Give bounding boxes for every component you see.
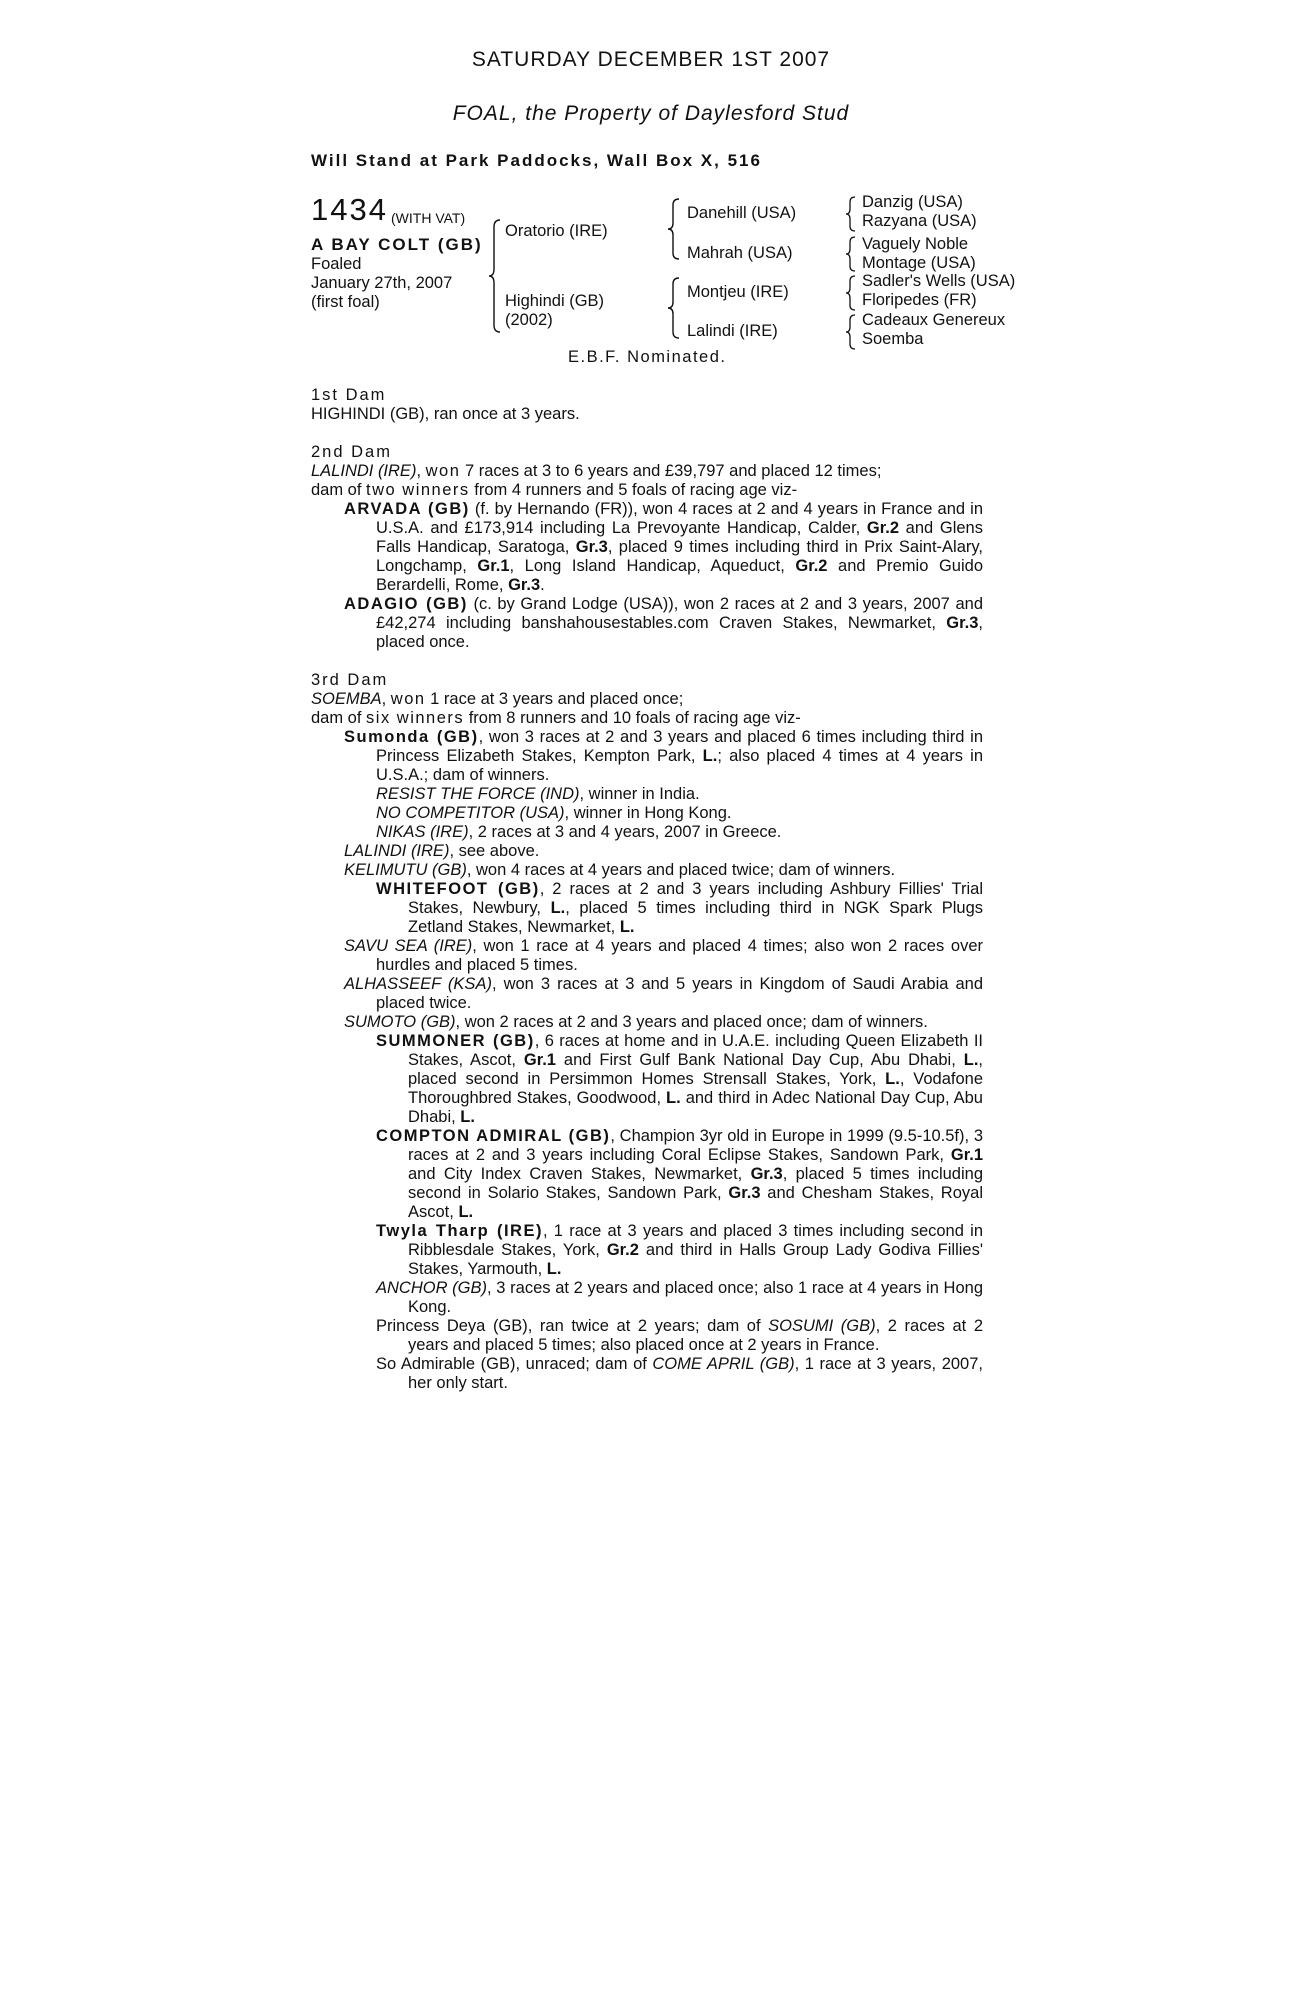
horse-description: A BAY COLT (GB) — [311, 235, 483, 254]
foaled-date: January 27th, 2007 — [311, 274, 453, 292]
pedigree-g7: Cadeaux Genereux — [862, 311, 1006, 329]
stable-location: Will Stand at Park Paddocks, Wall Box X, 516 — [311, 151, 762, 170]
pedigree-bracket-g4 — [846, 314, 856, 350]
progeny-adagio: ADAGIO (GB) (c. by Grand Lodge (USA)), won 2 races at 2 and 3 years, 2007 and £42,274 including banshahousestables.com Craven Stakes, Newmarket, Gr.3, placed once. — [344, 595, 983, 651]
first-dam-heading: 1st Dam — [311, 386, 387, 404]
second-dam-line2: dam of two winners from 4 runners and 5 foals of racing age viz- — [311, 481, 798, 499]
pedigree-bracket-dam — [668, 277, 680, 339]
second-dam-line1: LALINDI (IRE), won 7 races at 3 to 6 years and £39,797 and placed 12 times; — [311, 462, 882, 480]
pedigree-dam-year: (2002) — [505, 311, 553, 329]
ebf-nomination: E.B.F. Nominated. — [568, 348, 727, 366]
pedigree-g8: Soemba — [862, 330, 924, 348]
progeny-no-competitor: NO COMPETITOR (USA), winner in Hong Kong. — [376, 804, 732, 822]
progeny-compton-admiral: COMPTON ADMIRAL (GB), Champion 3yr old in Europe in 1999 (9.5-10.5f), 3 races at 2 and 3 years including Coral Eclipse Stakes, Sandown Park, Gr.1 and City Index Craven Stakes, Newmarket, Gr.3, placed 5 times including second in Solario Stakes, Sandown Park, Gr.3 and Chesham Stakes, Royal Ascot, L. — [376, 1127, 983, 1221]
progeny-savu-sea: SAVU SEA (IRE), won 1 race at 4 years and placed 4 times; also won 2 races over hurdles and placed 5 times. — [344, 937, 983, 974]
foaled-label: Foaled — [311, 255, 362, 273]
pedigree-bracket-sire — [668, 198, 680, 260]
pedigree-bracket-g1 — [846, 196, 856, 232]
progeny-whitefoot: WHITEFOOT (GB), 2 races at 2 and 3 years including Ashbury Fillies' Trial Stakes, Newbury, L., placed 5 times including third in NGK Spark Plugs Zetland Stakes, Newmarket, L. — [376, 880, 983, 936]
vat-note: (WITH VAT) — [391, 210, 466, 226]
progeny-lalindi: LALINDI (IRE), see above. — [344, 842, 540, 860]
first-dam-text: HIGHINDI (GB), ran once at 3 years. — [311, 405, 580, 423]
progeny-sumonda: Sumonda (GB), won 3 races at 2 and 3 years and placed 6 times including third in Princess Elizabeth Stakes, Kempton Park, L.; also placed 4 times at 4 years in U.S.A.; dam of winners. — [344, 728, 983, 784]
pedigree-sire-dam: Mahrah (USA) — [687, 244, 793, 262]
pedigree-bracket-g2 — [846, 236, 856, 272]
foal-note: (first foal) — [311, 293, 380, 311]
pedigree-g2: Razyana (USA) — [862, 212, 977, 230]
progeny-kelimutu: KELIMUTU (GB), won 4 races at 4 years and placed twice; dam of winners. — [344, 861, 896, 879]
pedigree-dam: Highindi (GB) — [505, 292, 605, 310]
lot-number: 1434 — [311, 192, 388, 227]
progeny-nikas: NIKAS (IRE), 2 races at 3 and 4 years, 2007 in Greece. — [376, 823, 782, 841]
third-dam-line1: SOEMBA, won 1 race at 3 years and placed once; — [311, 690, 684, 708]
produce-record — [311, 386, 983, 1393]
pedigree-g1: Danzig (USA) — [862, 193, 963, 211]
pedigree-g6: Floripedes (FR) — [862, 291, 977, 309]
progeny-anchor: ANCHOR (GB), 3 races at 2 years and placed once; also 1 race at 4 years in Hong Kong. — [376, 1279, 984, 1316]
progeny-twyla-tharp: Twyla Tharp (IRE), 1 race at 3 years and placed 3 times including second in Ribblesdale Stakes, York, Gr.2 and third in Halls Group Lady Godiva Fillies' Stakes, Yarmouth, L. — [376, 1222, 983, 1278]
progeny-sumoto: SUMOTO (GB), won 2 races at 2 and 3 years and placed once; dam of winners. — [344, 1013, 928, 1031]
pedigree-sire-sire: Danehill (USA) — [687, 204, 797, 222]
progeny-alhasseef: ALHASSEEF (KSA), won 3 races at 3 and 5 years in Kingdom of Saudi Arabia and placed twice. — [344, 975, 983, 1012]
progeny-princess-deya: Princess Deya (GB), ran twice at 2 years; dam of SOSUMI (GB), 2 races at 2 years and placed 5 times; also placed once at 2 years in France. — [376, 1317, 983, 1354]
pedigree-sire: Oratorio (IRE) — [505, 222, 608, 240]
pedigree-g3: Vaguely Noble — [862, 235, 969, 253]
third-dam-heading: 3rd Dam — [311, 671, 389, 689]
progeny-so-admirable: So Admirable (GB), unraced; dam of COME APRIL (GB), 1 race at 3 years, 2007, her only start. — [376, 1355, 983, 1392]
consignor-line: FOAL, the Property of Daylesford Stud — [452, 102, 850, 125]
pedigree-dam-sire: Montjeu (IRE) — [687, 283, 789, 301]
second-dam-heading: 2nd Dam — [311, 443, 392, 461]
third-dam-line2: dam of six winners from 8 runners and 10 foals of racing age viz- — [311, 709, 801, 727]
sale-date: SATURDAY DECEMBER 1ST 2007 — [471, 48, 831, 71]
pedigree-g5: Sadler's Wells (USA) — [862, 272, 1016, 290]
progeny-resist-the-force: RESIST THE FORCE (IND), winner in India. — [376, 785, 700, 803]
progeny-arvada: ARVADA (GB) (f. by Hernando (FR)), won 4 races at 2 and 4 years in France and in U.S.A. and £173,914 including La Prevoyante Handicap, Calder, Gr.2 and Glens Falls Handicap, Saratoga, Gr.3, placed 9 times including third in Prix Saint-Alary, Longchamp, Gr.1, Long Island Handicap, Aqueduct, Gr.2 and Premio Guido Berardelli, Rome, Gr.3. — [344, 500, 983, 594]
pedigree-dam-dam: Lalindi (IRE) — [687, 322, 778, 340]
pedigree-g4: Montage (USA) — [862, 254, 976, 272]
pedigree-bracket-g3 — [846, 275, 856, 311]
progeny-summoner: SUMMONER (GB), 6 races at home and in U.A.E. including Queen Elizabeth II Stakes, Ascot, Gr.1 and First Gulf Bank National Day Cup, Abu Dhabi, L., placed second in Persimmon Homes Strensall Stakes, York, L., Vodafone Thoroughbred Stakes, Goodwood, L. and third in Adec National Day Cup, Abu Dhabi, L. — [376, 1032, 983, 1126]
pedigree-bracket-gen1 — [489, 219, 501, 333]
